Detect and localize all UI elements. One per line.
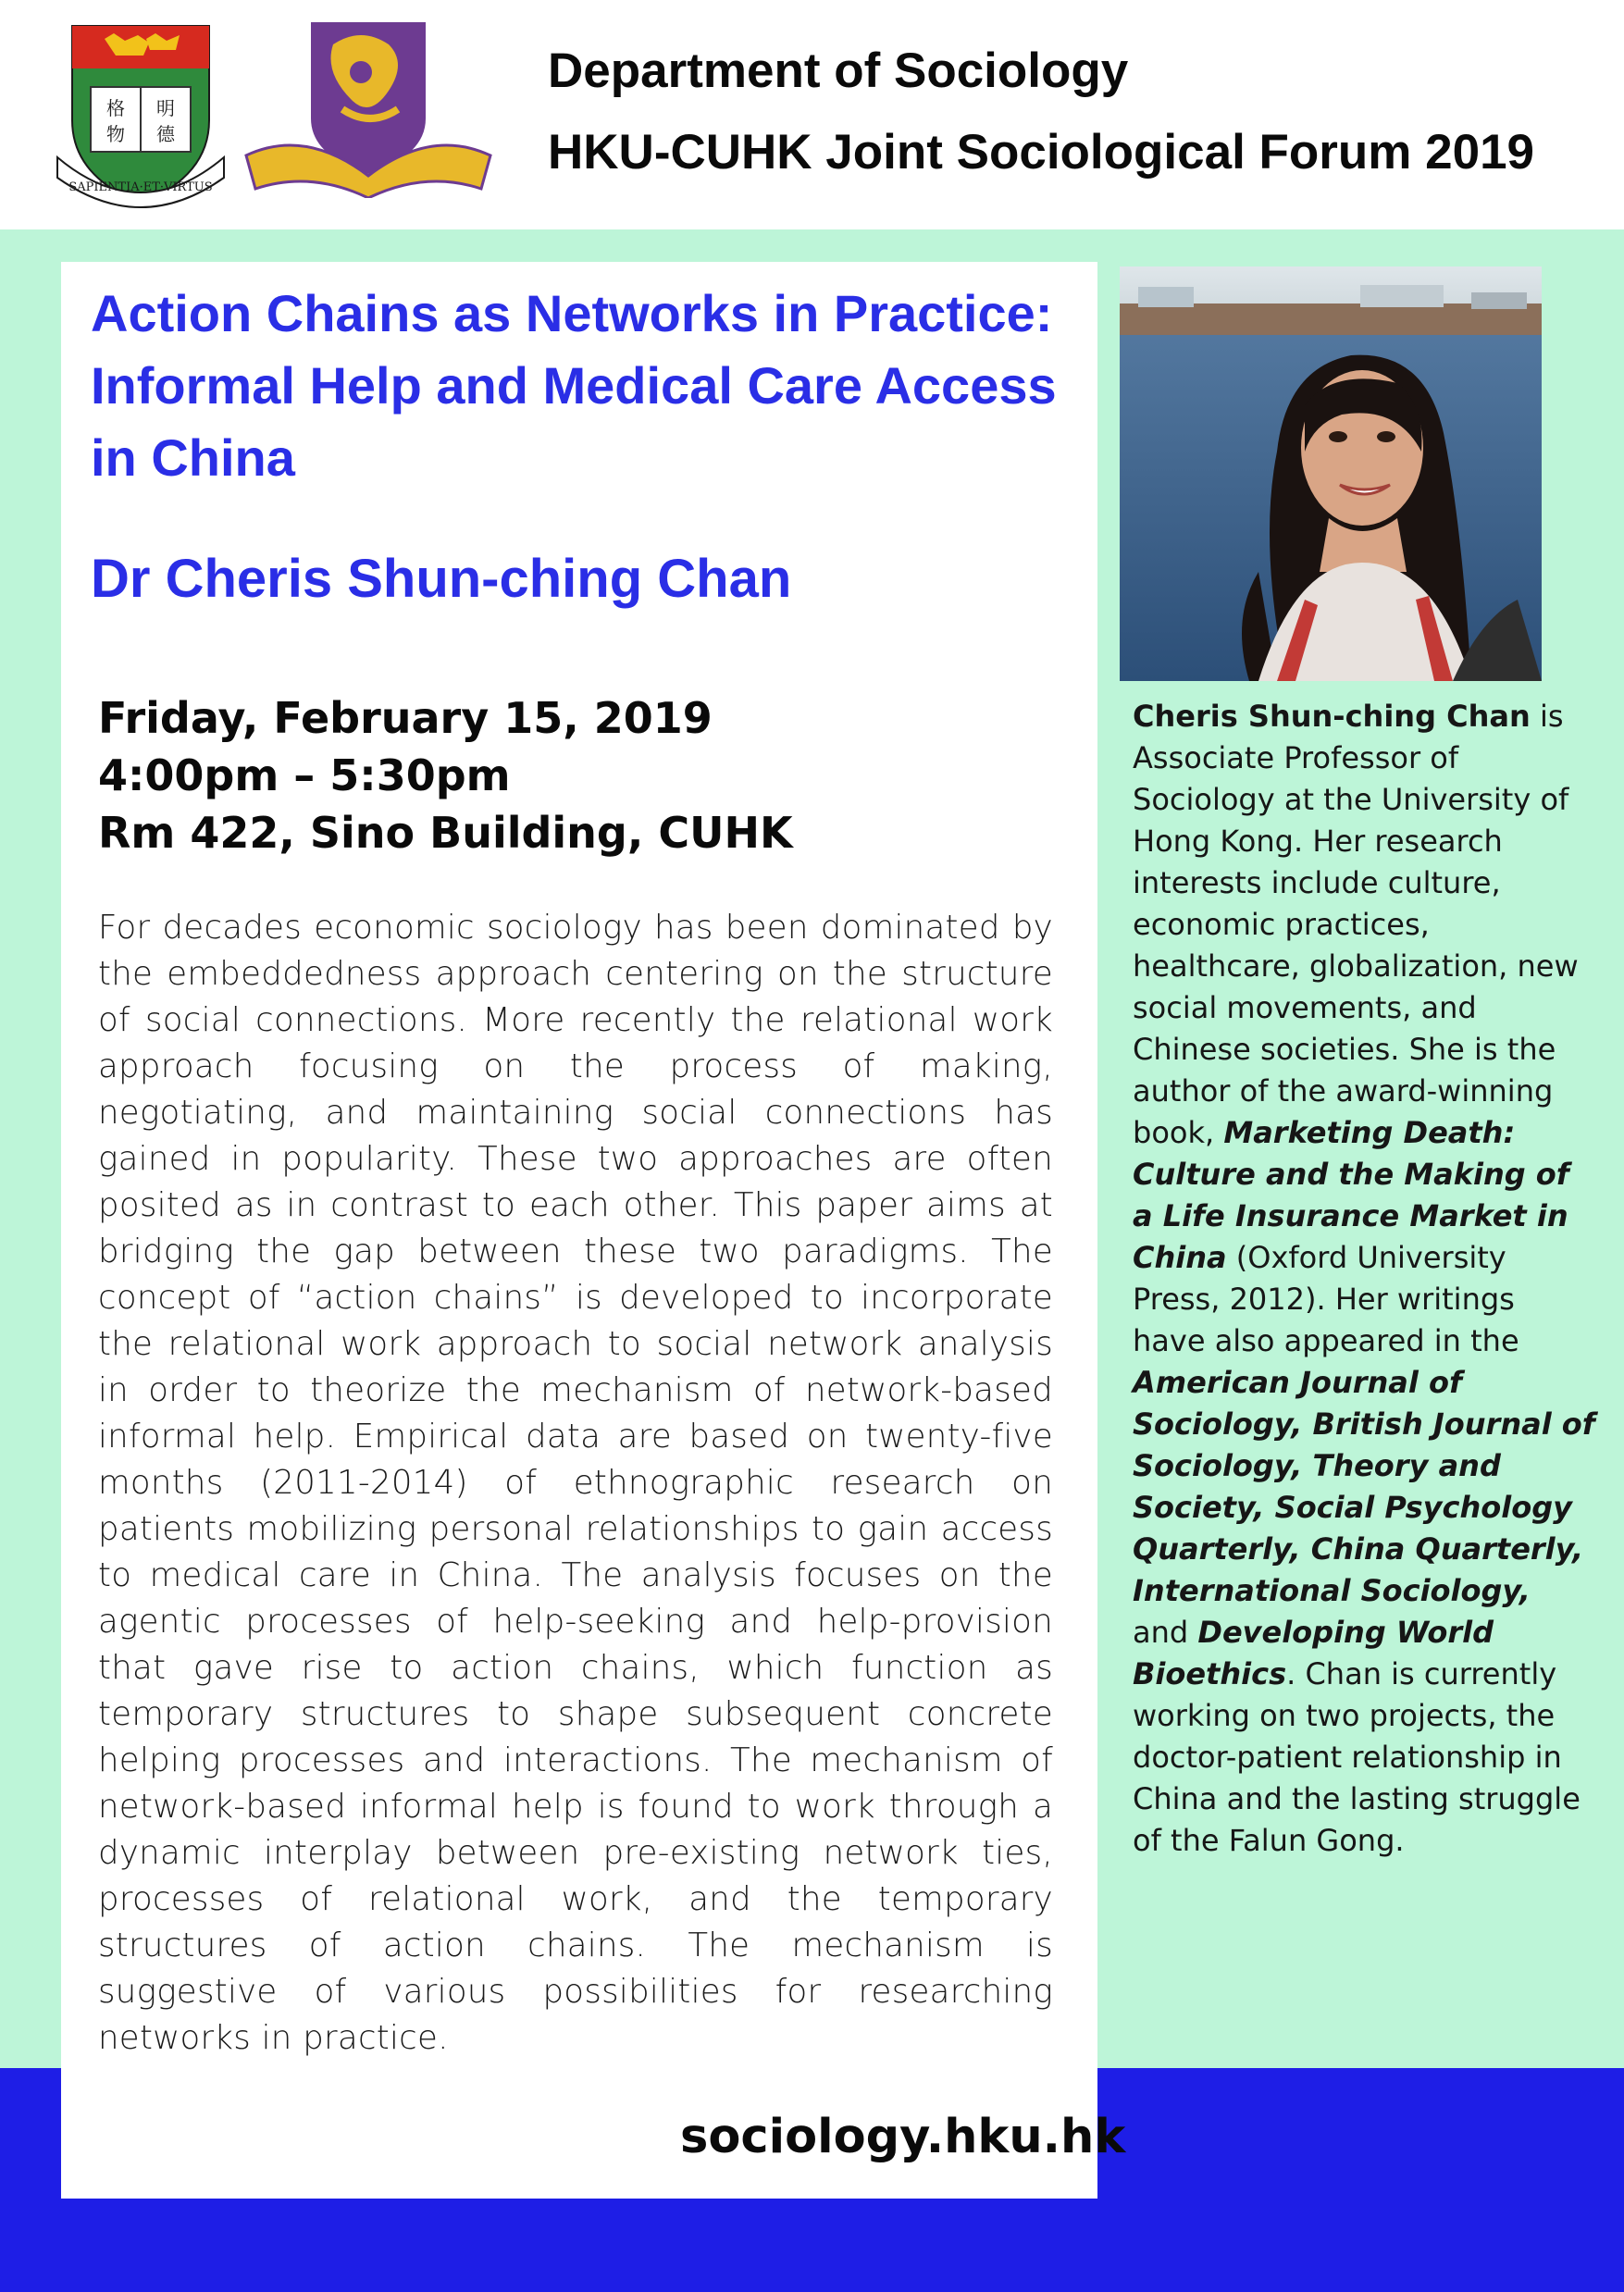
forum-title: HKU-CUHK Joint Sociological Forum 2019	[548, 125, 1535, 180]
bio-book-title: Marketing Death: Culture and the Making of a Life Insurance Market in China	[1133, 1115, 1569, 1275]
svg-text:SAPIENTIA·ET·VIRTUS: SAPIENTIA·ET·VIRTUS	[68, 180, 213, 194]
speaker-name: Dr Cheris Shun-ching Chan	[91, 549, 792, 609]
header-bar	[0, 0, 1624, 229]
bio-text-3: . Chan is currently working on two projects, the doctor-patient relationship in China and the lasting struggle of the Falun Gong.	[1133, 1656, 1581, 1858]
speaker-bio	[1133, 696, 1595, 1862]
bio-name: Cheris Shun-ching Chan	[1133, 699, 1531, 734]
hku-crest-logo	[54, 19, 228, 213]
speaker-photo	[1120, 266, 1542, 681]
hku-logo-chars-left: 格	[106, 97, 125, 119]
event-venue: Rm 422, Sino Building, CUHK	[98, 808, 793, 858]
event-time: 4:00pm – 5:30pm	[98, 750, 511, 800]
bio-journal-last: Developing World Bioethics	[1133, 1615, 1494, 1691]
svg-text:德: 德	[156, 123, 175, 145]
talk-title: Action Chains as Networks in Practice: Informal Help and Medical Care Access in China	[91, 284, 1057, 487]
event-details	[98, 689, 793, 861]
department-title: Department of Sociology	[548, 43, 1129, 98]
event-date: Friday, February 15, 2019	[98, 693, 713, 743]
bio-text-1: is Associate Professor of Sociology at the University of Hong Kong. Her research interests include culture, economic practices, healthcare, globalization, new social movements, and Chinese societies. She is the author of the award-winning book,	[1133, 699, 1579, 1150]
bio-journals: American Journal of Sociology, British Journal of Sociology, Theory and Society, Social Psychology Quarterly, China Quarterly, International Sociology,	[1133, 1365, 1595, 1608]
talk-abstract: For decades economic sociology has been dominated by the embeddedness approach centering on the structure of social connections. More recently the relational work approach focusing on the process of making, negotiating, and maintaining social connections has gained in popularity. These two approaches are often posited as in contrast to each other. This paper aims at bridging the gap between these two paradigms. The concept of “action chains” is developed to incorporate the relational work approach to social network analysis in order to theorize the mechanism of network-based informal help. Empirical data are based on twenty-five months (2011-2014) of ethnographic research on patients mobilizing personal relationships to gain access to medical care in China. The analysis focuses on the agentic processes of help-seeking and help-provision that gave rise to action chains, which function as temporary structures to shape subsequent concrete helping processes and interactions. The mechanism of network-based informal help is found to work through a dynamic interplay between pre-existing network ties, processes of relational work, and the temporary structures of action chains. The mechanism is suggestive of various possibilities for researching networks in practice.	[98, 909, 1053, 2057]
website-link[interactable]: sociology.hku.hk	[680, 2110, 1126, 2164]
svg-text:物: 物	[106, 123, 125, 145]
bio-text-2: (Oxford University Press, 2012). Her writings have also appeared in the	[1133, 1240, 1519, 1358]
svg-text:明: 明	[156, 97, 175, 119]
cuhk-crest-logo	[241, 17, 496, 198]
bio-and: and	[1133, 1615, 1198, 1650]
